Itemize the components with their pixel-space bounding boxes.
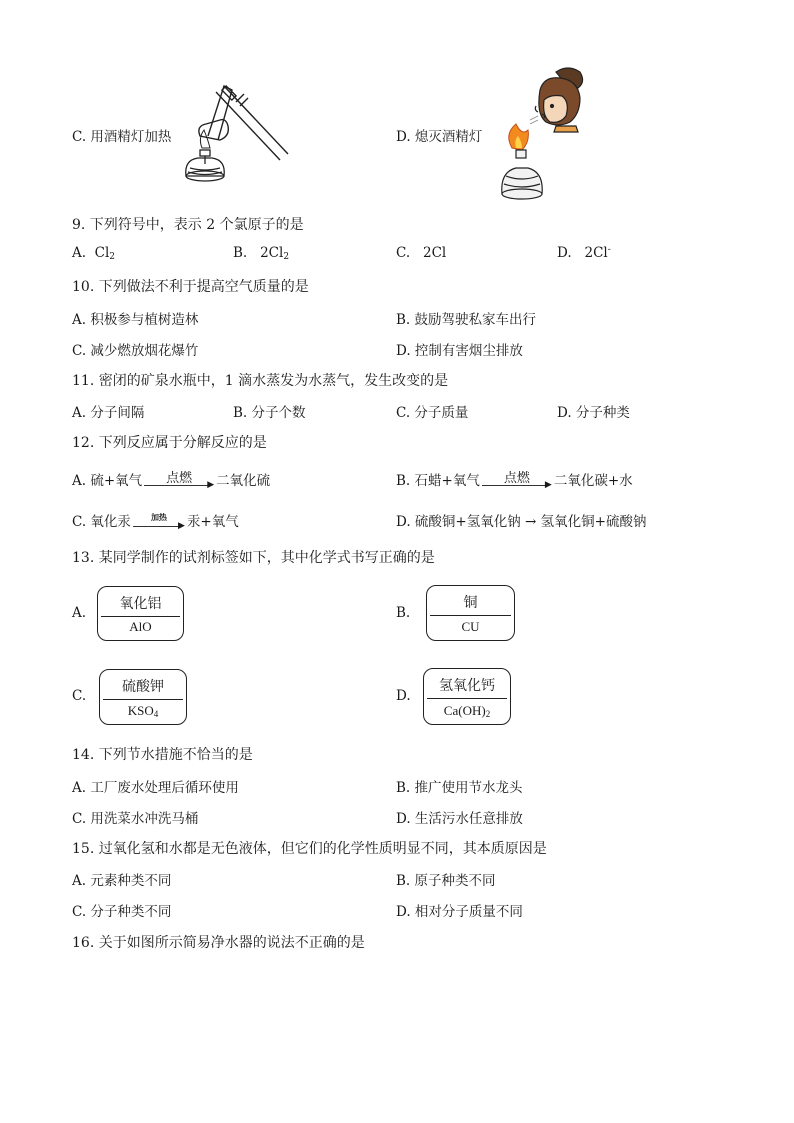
q10-option-b: B. 鼓励驾驶私家车出行 xyxy=(396,312,537,328)
q12-option-a xyxy=(72,469,270,491)
q13-d-name: 氢氧化钙 xyxy=(439,678,495,694)
q8-option-d: D. 熄灭酒精灯 xyxy=(396,129,483,145)
q9-d-prefix: D. xyxy=(557,245,572,261)
q13-option-b-label xyxy=(426,585,515,641)
q9-d-superscript: - xyxy=(607,245,611,255)
q14-stem: 14. 下列节水措施不恰当的是 xyxy=(72,747,253,763)
q12-a-reactants: A. 硫+氧气 xyxy=(72,473,143,489)
q16-stem: 16. 关于如图所示简易净水器的说法不正确的是 xyxy=(72,935,365,951)
q9-b-subscript: 2 xyxy=(283,252,290,262)
q12-c-reaction-arrow: 加热 ▶ xyxy=(133,514,185,532)
q13-option-a-label xyxy=(97,586,184,641)
q13-c-name: 硫酸钾 xyxy=(122,679,164,695)
q15-option-b: B. 原子种类不同 xyxy=(396,873,496,889)
q11-option-b: B. 分子个数 xyxy=(233,405,306,421)
q12-c-reactants: C. 氧化汞 xyxy=(72,514,131,530)
q12-option-c xyxy=(72,510,239,532)
q11-option-a: A. 分子间隔 xyxy=(72,405,145,421)
q12-b-reaction-arrow: 点燃 ▶ xyxy=(482,473,552,491)
q13-d-formula-line xyxy=(424,703,510,719)
q9-c-prefix: C. xyxy=(396,245,411,261)
q14-option-b: B. 推广使用节水龙头 xyxy=(396,780,523,796)
q13-option-d-label xyxy=(423,668,511,725)
q12-b-reactants: B. 石蜡+氧气 xyxy=(396,473,480,489)
q10-option-c: C. 减少燃放烟花爆竹 xyxy=(72,343,199,359)
q13-d-formula: Ca(OH) xyxy=(443,703,486,718)
q13-c-prefix: C. xyxy=(72,688,87,704)
q12-stem: 12. 下列反应属于分解反应的是 xyxy=(72,435,267,451)
q13-d-subscript: 2 xyxy=(485,709,491,719)
q9-a-prefix: A. xyxy=(72,245,87,261)
q13-d-prefix: D. xyxy=(396,688,411,704)
q9-option-d xyxy=(557,245,611,261)
q12-c-condition: 加热 xyxy=(150,511,167,522)
q15-option-c: C. 分子种类不同 xyxy=(72,904,172,920)
q13-option-c-label xyxy=(99,669,187,725)
q13-c-subscript: 4 xyxy=(153,709,159,719)
q12-option-d: D. 硫酸铜+氢氧化钠 → 氢氧化铜+硫酸钠 xyxy=(396,514,647,530)
q13-b-name: 铜 xyxy=(463,595,478,611)
q14-option-a: A. 工厂废水处理后循环使用 xyxy=(72,780,239,796)
q11-option-d: D. 分子种类 xyxy=(557,405,630,421)
q13-c-formula-line xyxy=(100,703,186,719)
q9-stem: 9. 下列符号中，表示 2 个氯原子的是 xyxy=(72,217,304,233)
q12-option-b xyxy=(396,469,633,491)
q12-a-reaction-arrow: 点燃 ▶ xyxy=(144,473,214,491)
q9-c-formula: 2Cl xyxy=(423,245,447,261)
q11-stem: 11. 密闭的矿泉水瓶中，1 滴水蒸发为水蒸气，发生改变的是 xyxy=(72,373,449,389)
q14-option-c: C. 用洗菜水冲洗马桶 xyxy=(72,811,199,827)
q12-c-products: 汞+氧气 xyxy=(186,514,239,530)
q9-a-subscript: 2 xyxy=(109,252,116,262)
q13-c-formula: KSO xyxy=(127,703,154,718)
q13-a-name: 氧化铝 xyxy=(119,596,162,612)
q9-a-formula: Cl xyxy=(94,245,110,261)
extinguish-alcohol-lamp-illustration xyxy=(500,64,590,206)
q15-option-d: D. 相对分子质量不同 xyxy=(396,904,523,920)
q8-option-c: C. 用酒精灯加热 xyxy=(72,129,172,145)
q13-b-prefix: B. xyxy=(396,605,411,621)
q9-option-b xyxy=(233,245,289,262)
q13-a-prefix: A. xyxy=(72,605,87,621)
q9-option-a xyxy=(72,245,115,262)
q15-option-a: A. 元素种类不同 xyxy=(72,873,172,889)
q12-b-condition: 点燃 xyxy=(503,470,530,486)
q10-option-d: D. 控制有害烟尘排放 xyxy=(396,343,523,359)
q15-stem: 15. 过氧化氢和水都是无色液体，但它们的化学性质明显不同，其本质原因是 xyxy=(72,841,547,857)
q14-option-d: D. 生活污水任意排放 xyxy=(396,811,523,827)
q9-b-formula: 2Cl xyxy=(260,245,284,261)
q11-option-c: C. 分子质量 xyxy=(396,405,469,421)
q12-b-products: 二氧化碳+水 xyxy=(553,473,633,489)
alcohol-lamp-heating-illustration xyxy=(178,80,293,190)
q10-stem: 10. 下列做法不利于提高空气质量的是 xyxy=(72,279,309,295)
q13-stem: 13. 某同学制作的试剂标签如下，其中化学式书写正确的是 xyxy=(72,550,435,566)
q9-d-formula: 2Cl xyxy=(584,245,608,261)
q13-a-formula: AlO xyxy=(129,619,152,634)
q9-b-prefix: B. xyxy=(233,245,248,261)
q13-b-formula: CU xyxy=(461,619,480,634)
q10-option-a: A. 积极参与植树造林 xyxy=(72,312,199,328)
q12-a-products: 二氧化硫 xyxy=(216,473,271,489)
q12-a-condition: 点燃 xyxy=(166,470,193,486)
q9-option-c xyxy=(396,245,446,261)
